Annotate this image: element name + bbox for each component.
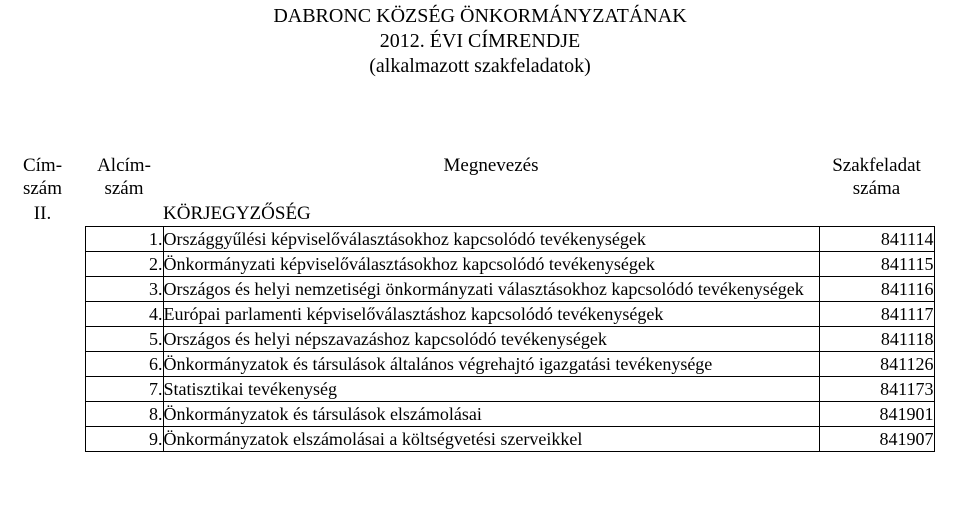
table-row	[0, 427, 934, 452]
row-szakfeladat: 841901	[819, 402, 934, 427]
row-szakfeladat: 841118	[819, 327, 934, 352]
row-megnevezes: Önkormányzatok és társulások általános végrehajtó igazgatási tevékenysége	[163, 352, 819, 377]
table-row	[0, 302, 934, 327]
row-alcimszam: 2.	[85, 252, 163, 277]
row-szakfeladat: 841114	[819, 227, 934, 252]
row-szakfeladat: 841115	[819, 252, 934, 277]
group-row	[0, 201, 934, 227]
row-megnevezes: Önkormányzatok és társulások elszámolásai	[163, 402, 819, 427]
row-alcimszam: 1.	[85, 227, 163, 252]
row-megnevezes: Országos és helyi népszavazáshoz kapcsolódó tevékenységek	[163, 327, 819, 352]
table-row	[0, 227, 934, 252]
row-szakfeladat: 841126	[819, 352, 934, 377]
row-megnevezes: Önkormányzati képviselőválasztásokhoz kapcsolódó tevékenységek	[163, 252, 819, 277]
table-row	[0, 277, 934, 302]
header-cimszam: Cím- szám	[22, 155, 63, 199]
group-name: KÖRJEGYZŐSÉG	[163, 203, 311, 224]
row-alcimszam: 8.	[85, 402, 163, 427]
row-szakfeladat: 841907	[819, 427, 934, 452]
document-title	[0, 4, 960, 79]
row-alcimszam: 5.	[85, 327, 163, 352]
group-cimszam: II.	[33, 203, 52, 224]
table-row	[0, 252, 934, 277]
row-szakfeladat: 841116	[819, 277, 934, 302]
row-alcimszam: 9.	[85, 427, 163, 452]
row-alcimszam: 6.	[85, 352, 163, 377]
title-line-3: (alkalmazott szakfeladatok)	[369, 55, 591, 77]
row-megnevezes: Statisztikai tevékenység	[163, 377, 819, 402]
row-megnevezes: Országos és helyi nemzetiségi önkormányzati választásokhoz kapcsolódó tevékenységek	[163, 277, 819, 302]
table-row	[0, 327, 934, 352]
row-megnevezes: Országgyűlési képviselőválasztásokhoz kapcsolódó tevékenységek	[163, 227, 819, 252]
header-row	[0, 154, 934, 201]
table-row	[0, 352, 934, 377]
header-megnevezes: Megnevezés	[443, 155, 539, 176]
row-alcimszam: 3.	[85, 277, 163, 302]
row-alcimszam: 7.	[85, 377, 163, 402]
row-megnevezes: Európai parlamenti képviselőválasztáshoz kapcsolódó tevékenységek	[163, 302, 819, 327]
cimrend-table	[0, 154, 935, 452]
table-row	[0, 377, 934, 402]
row-szakfeladat: 841173	[819, 377, 934, 402]
header-szakfeladat: Szakfeladat száma	[832, 155, 921, 199]
title-line-1: DABRONC KÖZSÉG ÖNKORMÁNYZATÁNAK	[273, 5, 687, 27]
row-alcimszam: 4.	[85, 302, 163, 327]
table-row	[0, 402, 934, 427]
row-megnevezes: Önkormányzatok elszámolásai a költségvetési szerveikkel	[163, 427, 819, 452]
title-line-2: 2012. ÉVI CÍMRENDJE	[379, 30, 581, 52]
row-szakfeladat: 841117	[819, 302, 934, 327]
header-alcimszam: Alcím- szám	[97, 155, 151, 199]
